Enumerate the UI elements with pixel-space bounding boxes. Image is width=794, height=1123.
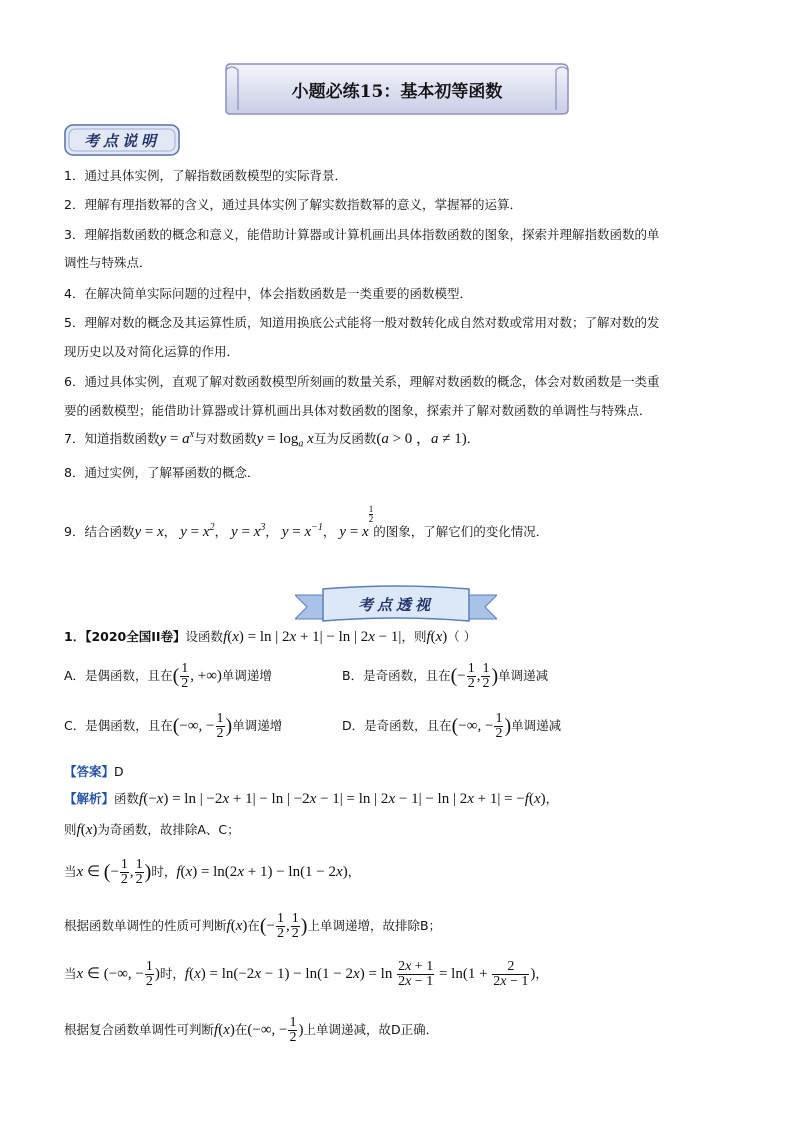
option-a: A．是偶函数，且在( $\frac{1}{2}$ , +∞)单调递增: [64, 661, 272, 691]
item-6a: 6．通过具体实例，直观了解对数函数模型所刻画的数量关系，理解对数函数的概念，体会对数函数是一类重: [64, 374, 660, 389]
badge-kaodian-shuoming-label: 考点说明: [83, 132, 160, 150]
analysis-line-3: 当x ∈ (− $\frac{1}{2}$ , $\frac{1}{2}$ )时，f(x) = ln(2x + 1) − ln(1 − 2x)，: [64, 857, 361, 887]
option-b: B．是奇函数，且在(− $\frac{1}{2}$ , $\frac{1}{2}$ )单调递减: [342, 661, 549, 691]
item-7: 7．知道指数函数$y = a^x$与对数函数$y = \log_a x$互为反函数(a > 0 ，a ≠ 1)．: [64, 429, 480, 450]
item-8: 8．通过实例，了解幂函数的概念．: [64, 465, 260, 480]
item-5a: 5．理解对数的概念及其运算性质，知道用换底公式能将一般对数转化成自然对数或常用对数；了解对数的发: [64, 315, 660, 330]
badge-kaodian-touxi: [295, 585, 497, 627]
badge-kaodian-touxi-label: 考点透视: [357, 596, 434, 614]
item-2: 2．理解有理指数幂的含义，通过具体实例了解实数指数幂的意义，掌握幂的运算．: [64, 197, 522, 212]
answer: 【答案】D: [64, 764, 124, 779]
analysis-line-2: 则f(x)为奇函数，故排除A、C；: [64, 822, 240, 838]
option-c: C．是偶函数，且在(−∞, − $\frac{1}{2}$ )单调递增: [64, 711, 283, 741]
item-1: 1．通过具体实例，了解指数函数模型的实际背景．: [64, 168, 347, 183]
item-3a: 3．理解指数函数的概念和意义，能借助计算器或计算机画出具体指数函数的图象，探索并理解指数函数的单: [64, 227, 660, 242]
analysis-line-4: 根据函数单调性的性质可判断f(x)在(− $\frac{1}{2}$ , $\frac{1}{2}$ )上单调递增，故排除B；: [64, 911, 442, 941]
analysis-line-5: 当x ∈ (−∞, − $\frac{1}{2}$ )时，f(x) = ln(−2x − 1) − ln(1 − 2x) = ln $\frac{2x + 1}{2x - 1}$ = ln(1 + $\frac{2}{2x - 1}$ )，: [64, 959, 548, 989]
analysis-line-1: 【解析】函数f(−x) = ln | −2x + 1| − ln | −2x − 1| = ln | 2x − 1| − ln | 2x + 1| = −f(x)，: [64, 791, 559, 807]
badge-kaodian-shuoming: [64, 124, 180, 156]
item-5b: 现历史以及对简化运算的作用．: [64, 344, 240, 359]
option-d: D．是奇函数，且在(−∞, − $\frac{1}{2}$ )单调递减: [342, 711, 562, 741]
title-banner: [224, 60, 570, 116]
page-title: 小题必练15：基本初等函数: [291, 82, 503, 102]
item-9: 9．结合函数y = x， $y = x^2$， $y = x^3$， $y = x^{-1}$， y = x $\frac{1}{2}$ 的图象，了解它们的变化情况．: [64, 504, 549, 540]
item-6b: 要的函数模型；能借助计算器或计算机画出具体对数函数的图象，探索并了解对数函数的单调性与特殊点．: [64, 403, 652, 418]
item-4: 4．在解决简单实际问题的过程中，体会指数函数是一类重要的函数模型．: [64, 286, 472, 301]
question-stem: 1．【2020全国II卷】设函数f(x) = ln | 2x + 1| − ln | 2x − 1|，则f(x)（ ）: [64, 629, 477, 645]
analysis-line-6: 根据复合函数单调性可判断f(x)在(−∞, − $\frac{1}{2}$ )上单调递减，故D正确．: [64, 1015, 439, 1045]
item-3b: 调性与特殊点．: [64, 255, 152, 270]
